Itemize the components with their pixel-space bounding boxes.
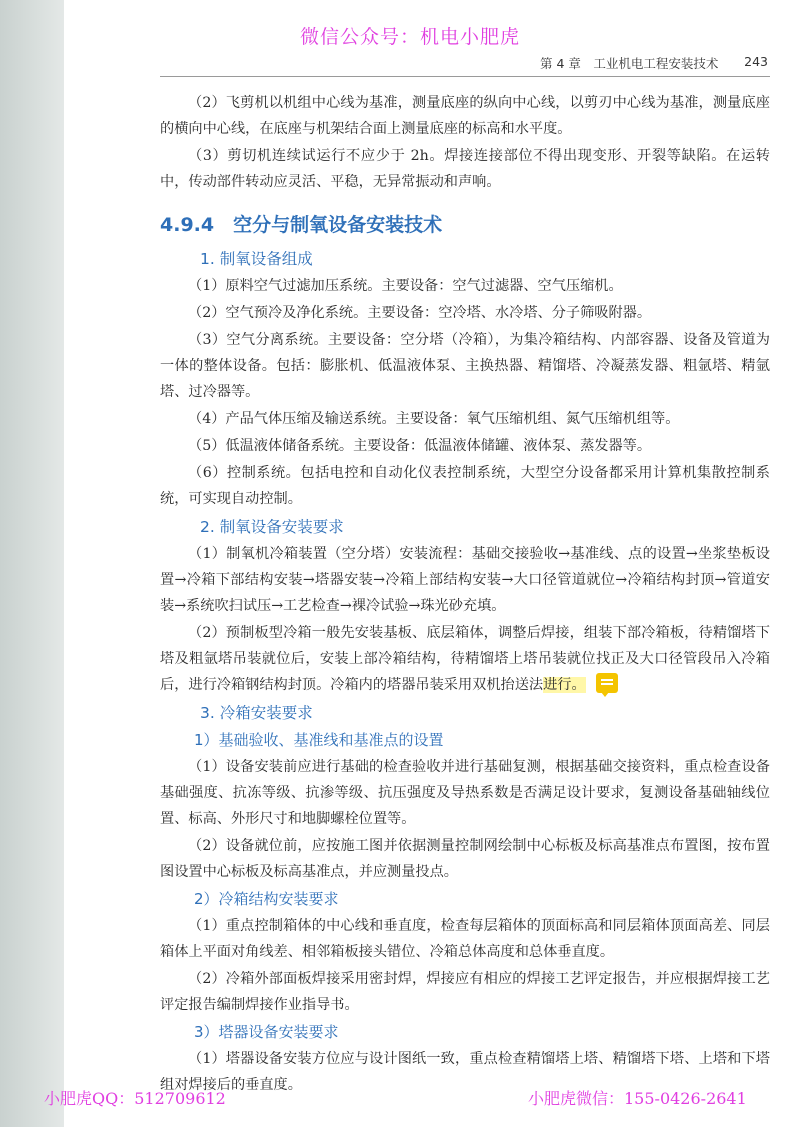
list-item: （1）塔器设备安装方位应与设计图纸一致，重点检查精馏塔上塔、精馏塔下塔、上塔和下塔组对焊接后的垂直度。 [160,1051,770,1093]
list-item: （6）控制系统。包括电控和自动化仪表控制系统，大型空分设备都采用计算机集散控制系统，可实现自动控制。 [160,465,770,507]
footer-wechat: 小肥虎微信：155-0426-2641 [528,1089,747,1108]
header-rule [160,76,770,77]
page-number: 243 [744,54,768,69]
list-item [160,620,770,698]
subsection-title: 1）基础验收、基准线和基准点的设置 [194,731,444,749]
list-item-text: （2）预制板型冷箱一般先安装基板、底层箱体，调整后焊接，组装下部冷箱板，待精馏塔下塔及粗氩塔吊装就位后，安装上部冷箱结构，待精馏塔上塔吊装就位找正及大口径管段吊入冷箱后，进行冷箱钢结构封顶。冷箱内的塔器吊装采用双机抬送法 [160,625,770,693]
note-icon[interactable] [596,673,618,693]
part2-title: 2. 制氧设备安装要求 [200,518,344,536]
list-item: （3）空气分离系统。主要设备：空分塔（冷箱），为集冷箱结构、内部容器、设备及管道为一体的整体设备。包括：膨胀机、低温液体泵、主换热器、精馏塔、冷凝蒸发器、粗氩塔、精氩塔、过冷器等。 [160,332,770,400]
part3-title: 3. 冷箱安装要求 [200,704,313,722]
paragraph: （2）飞剪机以机组中心线为基准，测量底座的纵向中心线，以剪刃中心线为基准，测量底座的横向中心线，在底座与机架结合面上测量底座的标高和水平度。 [160,95,770,137]
running-head [540,54,768,72]
highlighted-text[interactable]: 进行。 [543,677,586,693]
list-item: （1）原料空气过滤加压系统。主要设备：空气过滤器、空气压缩机。 [188,278,623,294]
paragraph: （3）剪切机连续试运行不应少于 2h。焊接连接部位不得出现变形、开裂等缺陷。在运转中，传动部件转动应灵活、平稳，无异常振动和声响。 [160,148,770,190]
section-title: 4.9.4 空分与制氧设备安装技术 [160,214,443,236]
footer-qq: 小肥虎QQ：512709612 [44,1089,226,1108]
list-item: （4）产品气体压缩及输送系统。主要设备：氧气压缩机组、氮气压缩机组等。 [188,411,680,427]
book-spine-shadow [0,0,64,1127]
list-item: （1）重点控制箱体的中心线和垂直度，检查每层箱体的顶面标高和同层箱体顶面高差、同层箱体上平面对角线差、相邻箱板接头错位、冷箱总体高度和总体垂直度。 [160,918,770,960]
watermark-top: 微信公众号：机电小肥虎 [300,26,521,48]
running-head-chapter: 第 4 章 工业机电工程安装技术 [540,56,719,71]
list-item: （2）冷箱外部面板焊接采用密封焊，焊接应有相应的焊接工艺评定报告，并应根据焊接工艺评定报告编制焊接作业指导书。 [160,971,770,1013]
list-item: （2）设备就位前，应按施工图并依据测量控制网绘制中心标板及标高基准点布置图，按布置图设置中心标板及标高基准点，并应测量投点。 [160,838,770,880]
list-item: （2）空气预冷及净化系统。主要设备：空冷塔、水冷塔、分子筛吸附器。 [188,305,652,321]
list-item: （1）制氧机冷箱装置（空分塔）安装流程：基础交接验收→基准线、点的设置→坐浆垫板设置→冷箱下部结构安装→塔器安装→冷箱上部结构安装→大口径管道就位→冷箱结构封顶→管道安装→系统吹扫试压→工艺检查→裸冷试验→珠光砂充填。 [160,546,770,614]
list-item: （1）设备安装前应进行基础的检查验收并进行基础复测，根据基础交接资料，重点检查设备基础强度、抗冻等级、抗渗等级、抗压强度及导热系数是否满足设计要求，复测设备基础轴线位置、标高、外形尺寸和地脚螺栓位置等。 [160,759,770,827]
page-body [160,90,770,1099]
list-item: （5）低温液体储备系统。主要设备：低温液体储罐、液体泵、蒸发器等。 [188,438,652,454]
subsection-title: 3）塔器设备安装要求 [194,1023,339,1041]
part1-title: 1. 制氧设备组成 [200,250,313,268]
subsection-title: 2）冷箱结构安装要求 [194,890,339,908]
